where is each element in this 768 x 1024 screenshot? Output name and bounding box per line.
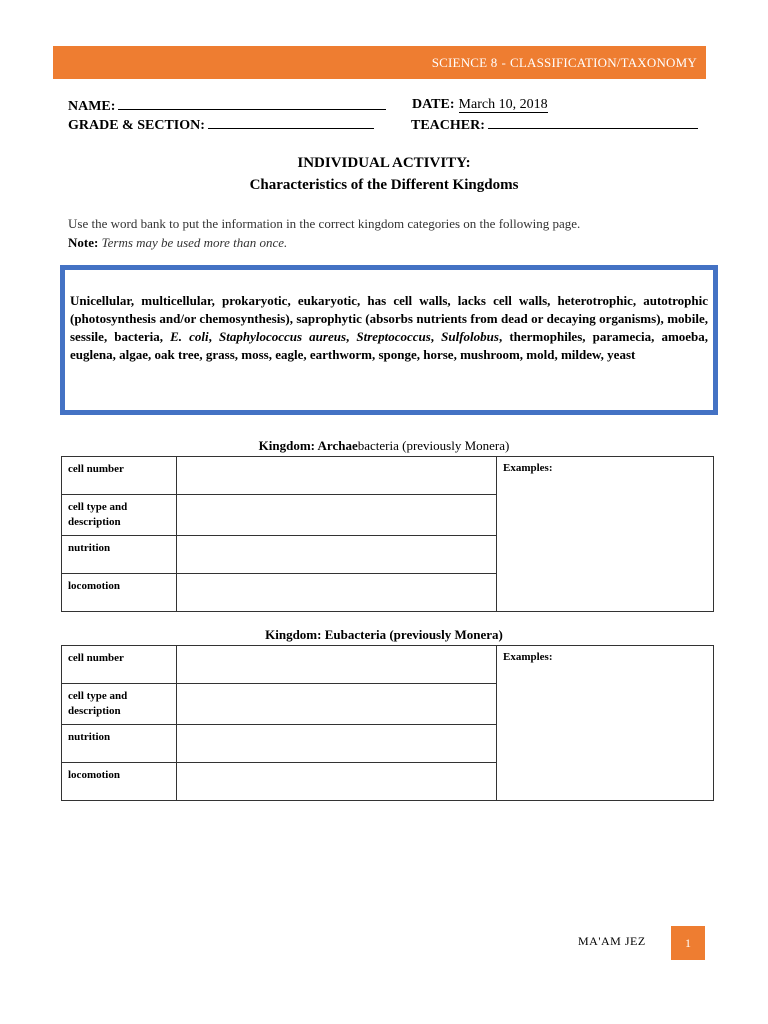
note-text: Terms may be used more than once. <box>101 235 288 250</box>
word-bank-part2: , thermophiles, paramecia, amoeba, euglena, algae, oak tree, grass, moss, eagle, earthworm, sponge, horse, mushroom, mold, mildew, yeast <box>70 329 709 362</box>
page-number: 1 <box>671 926 705 960</box>
table-row <box>62 457 714 495</box>
row-label-nutrition: nutrition <box>62 725 177 763</box>
grade-label: GRADE & SECTION: <box>68 118 205 133</box>
word-bank-comma: , <box>430 329 442 344</box>
teacher-blank[interactable] <box>488 116 698 129</box>
examples-label: Examples: <box>503 651 553 663</box>
row-label-cell-number: cell number <box>62 457 177 495</box>
row-label-cell-number: cell number <box>62 646 177 684</box>
note-label: Note: <box>68 235 99 250</box>
instruction-line: Use the word bank to put the information in the correct kingdom categories on the following page. <box>68 216 581 231</box>
date-row <box>412 97 548 113</box>
row-label-locomotion: locomotion <box>62 763 177 801</box>
row-label-cell-type: cell type and description <box>62 495 177 536</box>
header-bar <box>53 46 706 79</box>
activity-subheading: Characteristics of the Different Kingdoms <box>249 177 519 193</box>
date-value: March 10, 2018 <box>458 97 548 112</box>
field-cell-number[interactable] <box>177 646 497 684</box>
table-row <box>62 646 714 684</box>
row-label-cell-type: cell type and description <box>62 684 177 725</box>
kingdom1-title <box>0 438 768 454</box>
word-bank-box <box>60 265 718 415</box>
kingdom1-prefix: Kingdom: <box>258 438 318 453</box>
term-sulfolobus: Sulfolobus <box>441 329 499 344</box>
word-bank-comma: , <box>208 329 220 344</box>
row-label-locomotion: locomotion <box>62 574 177 612</box>
date-label: DATE: <box>412 97 455 112</box>
teacher-label: TEACHER: <box>411 118 485 133</box>
footer-author: MA'AM JEZ <box>578 934 646 948</box>
header-subject: SCIENCE 8 <box>431 54 498 70</box>
activity-heading: INDIVIDUAL ACTIVITY: <box>297 155 471 171</box>
field-locomotion[interactable] <box>177 763 497 801</box>
name-row <box>68 97 386 115</box>
grade-row <box>68 116 374 134</box>
grade-blank[interactable] <box>208 116 374 129</box>
term-e-coli: E. coli <box>170 329 209 344</box>
kingdom1-table <box>61 456 714 612</box>
examples-label: Examples: <box>503 462 553 474</box>
header-separator: - <box>501 54 506 70</box>
term-staphylococcus: Staphylococcus aureus <box>219 329 347 344</box>
field-locomotion[interactable] <box>177 574 497 612</box>
note-line <box>68 235 287 251</box>
examples-cell[interactable] <box>497 457 714 612</box>
field-cell-type[interactable] <box>177 495 497 536</box>
name-blank[interactable] <box>118 97 386 110</box>
kingdom1-name-rest: bacteria (previously Monera) <box>357 438 510 453</box>
examples-cell[interactable] <box>497 646 714 801</box>
kingdom2-title: Kingdom: Eubacteria (previously Monera) <box>265 627 503 642</box>
field-nutrition[interactable] <box>177 725 497 763</box>
teacher-row <box>411 116 698 134</box>
word-bank-text <box>70 292 708 364</box>
field-nutrition[interactable] <box>177 536 497 574</box>
kingdom2-table <box>61 645 714 801</box>
header-topic: CLASSIFICATION/TAXONOMY <box>509 54 697 70</box>
word-bank-comma: , <box>346 329 357 344</box>
kingdom1-name-bold: Archae <box>317 438 358 453</box>
row-label-nutrition: nutrition <box>62 536 177 574</box>
term-streptococcus: Streptococcus <box>356 329 431 344</box>
field-cell-type[interactable] <box>177 684 497 725</box>
field-cell-number[interactable] <box>177 457 497 495</box>
name-label: NAME: <box>68 99 116 114</box>
word-bank-part1: Unicellular, multicellular, prokaryotic, eukaryotic, has cell walls, lacks cell walls, heterotrophic, autotrophic (photosynthesis and/or chemosynthesis), saprophytic (absorbs nutrients from dead or decaying organisms), mobile, sessile, bacteria, <box>70 293 708 344</box>
